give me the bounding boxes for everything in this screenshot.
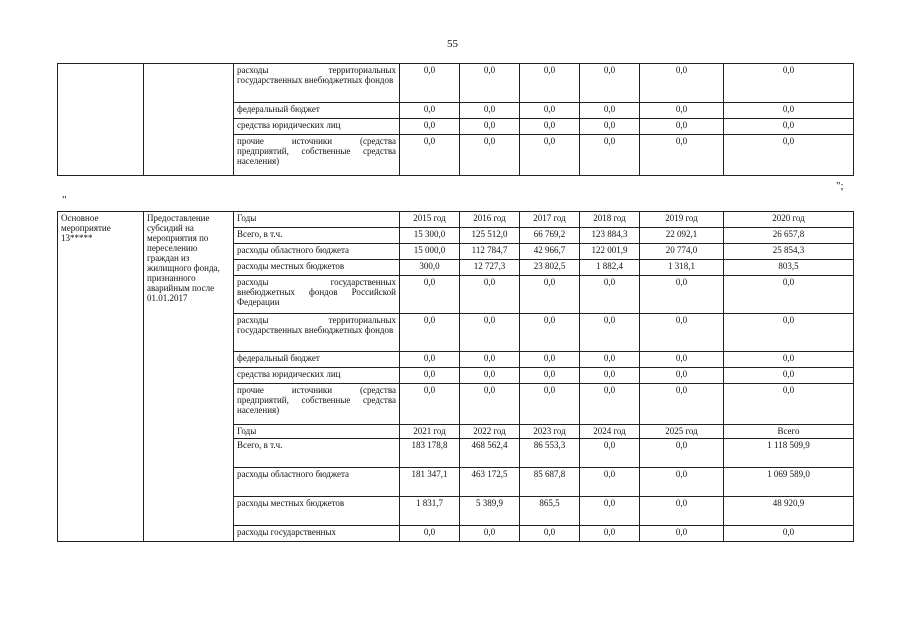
value-cell: 0,0 (460, 64, 520, 103)
value-cell: 0,0 (400, 384, 460, 425)
value-cell: 0,0 (640, 352, 724, 368)
value-cell: 0,0 (640, 368, 724, 384)
years-label: Годы (234, 212, 400, 228)
value-cell: 0,0 (640, 439, 724, 468)
value-cell: 123 884,3 (580, 228, 640, 244)
value-cell: 0,0 (580, 368, 640, 384)
row-label: расходы областного бюджета (234, 468, 400, 497)
row-label: расходы местных бюджетов (234, 497, 400, 526)
value-cell: 1 118 509,9 (724, 439, 854, 468)
value-cell: 0,0 (724, 276, 854, 314)
value-cell: 0,0 (640, 384, 724, 425)
year-cell: Всего (724, 425, 854, 439)
measure-code-cell: Основное мероприятие 13***** (58, 212, 144, 542)
value-cell: 0,0 (460, 368, 520, 384)
value-cell: 0,0 (400, 276, 460, 314)
value-cell: 0,0 (520, 526, 580, 542)
value-cell: 300,0 (400, 260, 460, 276)
value-cell: 0,0 (724, 135, 854, 176)
value-cell: 0,0 (400, 526, 460, 542)
row-label: средства юридических лиц (234, 119, 400, 135)
value-cell: 0,0 (640, 276, 724, 314)
value-cell: 1 882,4 (580, 260, 640, 276)
value-cell: 0,0 (460, 135, 520, 176)
value-cell: 22 092,1 (640, 228, 724, 244)
value-cell: 181 347,1 (400, 468, 460, 497)
value-cell: 0,0 (580, 314, 640, 352)
value-cell: 26 657,8 (724, 228, 854, 244)
value-cell: 0,0 (724, 384, 854, 425)
value-cell: 20 774,0 (640, 244, 724, 260)
value-cell: 0,0 (580, 384, 640, 425)
value-cell: 122 001,9 (580, 244, 640, 260)
value-cell: 0,0 (580, 468, 640, 497)
value-cell: 0,0 (640, 103, 724, 119)
budget-table-continuation (57, 63, 854, 176)
value-cell: 468 562,4 (460, 439, 520, 468)
year-cell: 2017 год (520, 212, 580, 228)
table-row (58, 64, 854, 103)
value-cell: 12 727,3 (460, 260, 520, 276)
year-cell: 2022 год (460, 425, 520, 439)
value-cell: 0,0 (520, 64, 580, 103)
value-cell: 1 318,1 (640, 260, 724, 276)
value-cell: 23 802,5 (520, 260, 580, 276)
value-cell: 15 000,0 (400, 244, 460, 260)
value-cell: 0,0 (520, 135, 580, 176)
value-cell: 0,0 (724, 352, 854, 368)
value-cell: 803,5 (724, 260, 854, 276)
value-cell: 25 854,3 (724, 244, 854, 260)
row-label: расходы территориальных государственных внебюджетных фондов (234, 64, 400, 103)
year-cell: 2025 год (640, 425, 724, 439)
row-label: федеральный бюджет (234, 352, 400, 368)
closing-quote: "; (836, 180, 844, 192)
page-number: 55 (447, 38, 458, 50)
value-cell: 66 769,2 (520, 228, 580, 244)
measure-name-cell: Предоставление субсидий на мероприятия по переселению граждан из жилищного фонда, признанного аварийным после 01.01.2017 (144, 212, 234, 542)
value-cell: 0,0 (724, 103, 854, 119)
empty-cell-col1 (58, 64, 144, 176)
value-cell: 0,0 (400, 103, 460, 119)
value-cell: 0,0 (400, 368, 460, 384)
value-cell: 85 687,8 (520, 468, 580, 497)
year-cell: 2020 год (724, 212, 854, 228)
value-cell: 42 966,7 (520, 244, 580, 260)
value-cell: 0,0 (400, 119, 460, 135)
value-cell: 0,0 (724, 119, 854, 135)
value-cell: 0,0 (580, 526, 640, 542)
value-cell: 0,0 (580, 103, 640, 119)
years-header-row (58, 212, 854, 228)
row-label: прочие источники (средства предприятий, собственные средства населения) (234, 135, 400, 176)
value-cell: 86 553,3 (520, 439, 580, 468)
value-cell: 0,0 (400, 135, 460, 176)
value-cell: 0,0 (640, 135, 724, 176)
value-cell: 0,0 (580, 135, 640, 176)
year-cell: 2021 год (400, 425, 460, 439)
value-cell: 15 300,0 (400, 228, 460, 244)
year-cell: 2024 год (580, 425, 640, 439)
value-cell: 125 512,0 (460, 228, 520, 244)
value-cell: 5 389,9 (460, 497, 520, 526)
value-cell: 0,0 (520, 352, 580, 368)
row-label: Всего, в т.ч. (234, 228, 400, 244)
row-label: расходы государственных внебюджетных фондов Российской Федерации (234, 276, 400, 314)
value-cell: 0,0 (400, 64, 460, 103)
value-cell: 0,0 (640, 468, 724, 497)
value-cell: 0,0 (520, 103, 580, 119)
value-cell: 0,0 (460, 314, 520, 352)
value-cell: 865,5 (520, 497, 580, 526)
empty-cell-col2 (144, 64, 234, 176)
value-cell: 0,0 (640, 119, 724, 135)
value-cell: 0,0 (520, 119, 580, 135)
value-cell: 0,0 (520, 314, 580, 352)
opening-quote: " (62, 194, 67, 206)
row-label: расходы территориальных государственных внебюджетных фондов (234, 314, 400, 352)
value-cell: 112 784,7 (460, 244, 520, 260)
row-label: расходы местных бюджетов (234, 260, 400, 276)
value-cell: 0,0 (400, 314, 460, 352)
year-cell: 2016 год (460, 212, 520, 228)
year-cell: 2018 год (580, 212, 640, 228)
value-cell: 0,0 (640, 64, 724, 103)
value-cell: 0,0 (520, 276, 580, 314)
value-cell: 0,0 (580, 439, 640, 468)
value-cell: 0,0 (460, 276, 520, 314)
value-cell: 0,0 (460, 384, 520, 425)
row-label: средства юридических лиц (234, 368, 400, 384)
value-cell: 0,0 (520, 384, 580, 425)
row-label: прочие источники (средства предприятий, собственные средства населения) (234, 384, 400, 425)
value-cell: 0,0 (400, 352, 460, 368)
value-cell: 463 172,5 (460, 468, 520, 497)
row-label: расходы государственных (234, 526, 400, 542)
value-cell: 0,0 (580, 64, 640, 103)
value-cell: 0,0 (724, 368, 854, 384)
value-cell: 1 831,7 (400, 497, 460, 526)
value-cell: 0,0 (580, 119, 640, 135)
value-cell: 48 920,9 (724, 497, 854, 526)
value-cell: 0,0 (580, 276, 640, 314)
value-cell: 0,0 (460, 103, 520, 119)
value-cell: 0,0 (724, 64, 854, 103)
value-cell: 0,0 (640, 497, 724, 526)
value-cell: 0,0 (724, 314, 854, 352)
value-cell: 0,0 (460, 352, 520, 368)
year-cell: 2019 год (640, 212, 724, 228)
row-label: расходы областного бюджета (234, 244, 400, 260)
row-label: Всего, в т.ч. (234, 439, 400, 468)
row-label: федеральный бюджет (234, 103, 400, 119)
value-cell: 0,0 (724, 526, 854, 542)
value-cell: 0,0 (580, 352, 640, 368)
value-cell: 0,0 (460, 526, 520, 542)
value-cell: 0,0 (640, 526, 724, 542)
value-cell: 1 069 589,0 (724, 468, 854, 497)
budget-table-measure-13 (57, 211, 854, 542)
year-cell: 2015 год (400, 212, 460, 228)
year-cell: 2023 год (520, 425, 580, 439)
years-label: Годы (234, 425, 400, 439)
value-cell: 0,0 (520, 368, 580, 384)
value-cell: 183 178,8 (400, 439, 460, 468)
value-cell: 0,0 (460, 119, 520, 135)
value-cell: 0,0 (640, 314, 724, 352)
value-cell: 0,0 (580, 497, 640, 526)
